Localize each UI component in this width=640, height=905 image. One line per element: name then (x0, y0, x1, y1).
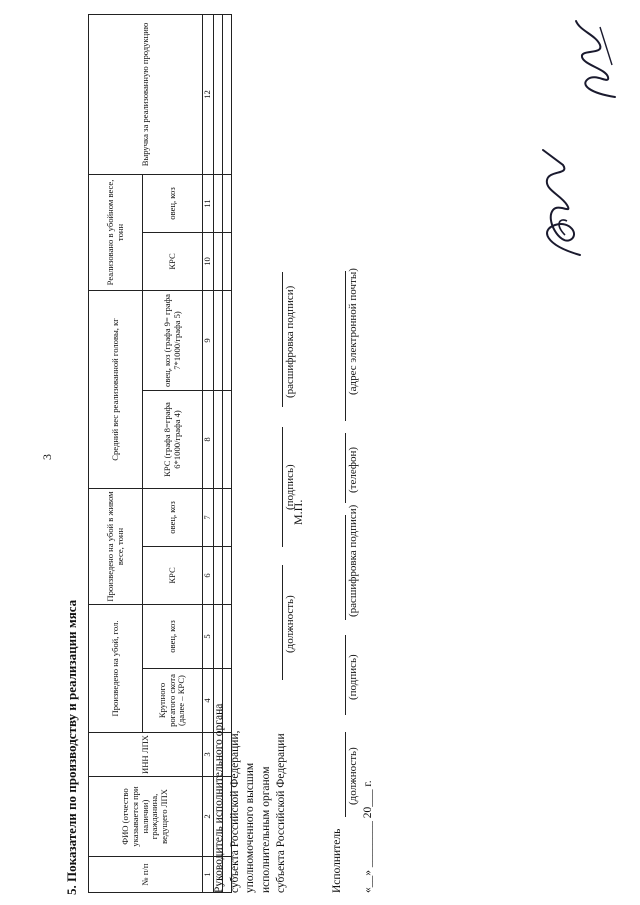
handwritten-initials (570, 15, 625, 105)
stamp-placeholder: М.П. (291, 499, 305, 525)
header-sold-weight-sheep: овец, коз (143, 174, 203, 232)
exec-signature-caption: (подпись) (347, 654, 359, 700)
head-decoding-line (282, 272, 283, 407)
column-number: 4 (203, 669, 214, 733)
table-cell (214, 604, 223, 668)
table-cell (214, 390, 223, 488)
exec-signature-line (345, 635, 346, 715)
table-cell (223, 546, 232, 604)
header-fio: ФИО (отчество указывается при наличии) гражданина, ведущего ЛПХ (89, 777, 203, 857)
table-cell (214, 232, 223, 290)
column-number: 2 (203, 777, 214, 857)
header-sold-weight-krs: КРС (143, 232, 203, 290)
column-number: 5 (203, 604, 214, 668)
column-number: 7 (203, 488, 214, 546)
exec-decoding-line (345, 515, 346, 620)
header-slaughter-heads: Произведено на убой, гол. (89, 604, 143, 732)
table-cell (223, 604, 232, 668)
section-title: 5. Показатели по производству и реализации мяса (64, 599, 79, 895)
header-slaughter-heads-krs: Крупного рогатого скота (далее – КРС) (143, 669, 203, 733)
column-number: 3 (203, 733, 214, 777)
exec-email-line (345, 271, 346, 421)
header-slaughter-heads-sheep: овец, коз (143, 604, 203, 668)
table-cell (223, 14, 232, 174)
page-number: 3 (40, 454, 54, 460)
header-live-weight-sheep: овец, коз (143, 488, 203, 546)
table-cell (223, 232, 232, 290)
head-title-line: исполнительным органом (259, 766, 272, 893)
column-number: 1 (203, 857, 214, 893)
header-inn: ИНН ЛПХ (89, 733, 203, 777)
table-cell (223, 390, 232, 488)
head-position-line (282, 565, 283, 680)
exec-email-caption: (адрес электронной почты) (347, 268, 359, 395)
column-number: 10 (203, 232, 214, 290)
header-num: № п/п (89, 857, 203, 893)
header-live-weight: Произведено на убой в живом весе, тонн (89, 488, 143, 604)
handwritten-signature (525, 145, 595, 265)
table-cell (214, 290, 223, 390)
column-number: 8 (203, 390, 214, 488)
head-position-caption: (должность) (284, 595, 296, 653)
exec-phone-caption: (телефон) (347, 446, 359, 493)
exec-position-line (345, 732, 346, 817)
exec-decoding-caption: (расшифровка подписи) (347, 504, 359, 617)
head-title-line: субъекта Российской Федерации (275, 733, 288, 893)
head-title-line: уполномоченного высшим (244, 762, 257, 893)
exec-position-caption: (должность) (347, 747, 359, 805)
column-number: 12 (203, 14, 214, 174)
head-title-line: Руководитель исполнительного органа (213, 703, 225, 893)
header-avg-weight: Средний вес реализованной головы, кг (89, 290, 143, 488)
meat-production-table (88, 14, 232, 893)
head-title-line: субъекта Российской Федерации, (228, 730, 241, 893)
table-cell (214, 174, 223, 232)
table-cell (223, 174, 232, 232)
column-number: 9 (203, 290, 214, 390)
header-avg-weight-krs: КРС (графа 8=графа 6*1000/графа 4) (143, 390, 203, 488)
executor-label: Исполнитель (331, 828, 343, 893)
head-title (212, 704, 290, 893)
column-number: 6 (203, 546, 214, 604)
column-number: 11 (203, 174, 214, 232)
date-line: «__» ________ 20___ г. (362, 780, 374, 893)
head-decoding-caption: (расшифровка подписи) (284, 285, 296, 398)
head-signature-caption: (подпись) (284, 464, 296, 510)
table-cell (223, 290, 232, 390)
exec-phone-line (345, 433, 346, 503)
header-sold-weight: Реализовано в убойном весе, тонн (89, 174, 143, 290)
header-live-weight-krs: КРС (143, 546, 203, 604)
head-signature-line (282, 427, 283, 547)
table-cell (214, 488, 223, 546)
header-avg-weight-sheep: овец, коз (графа 9= графа 7*1000/графа 5) (143, 290, 203, 390)
table-cell (214, 546, 223, 604)
table-cell (214, 14, 223, 174)
table-cell (223, 488, 232, 546)
header-revenue: Выручка за реализованную продукцию (89, 14, 203, 174)
